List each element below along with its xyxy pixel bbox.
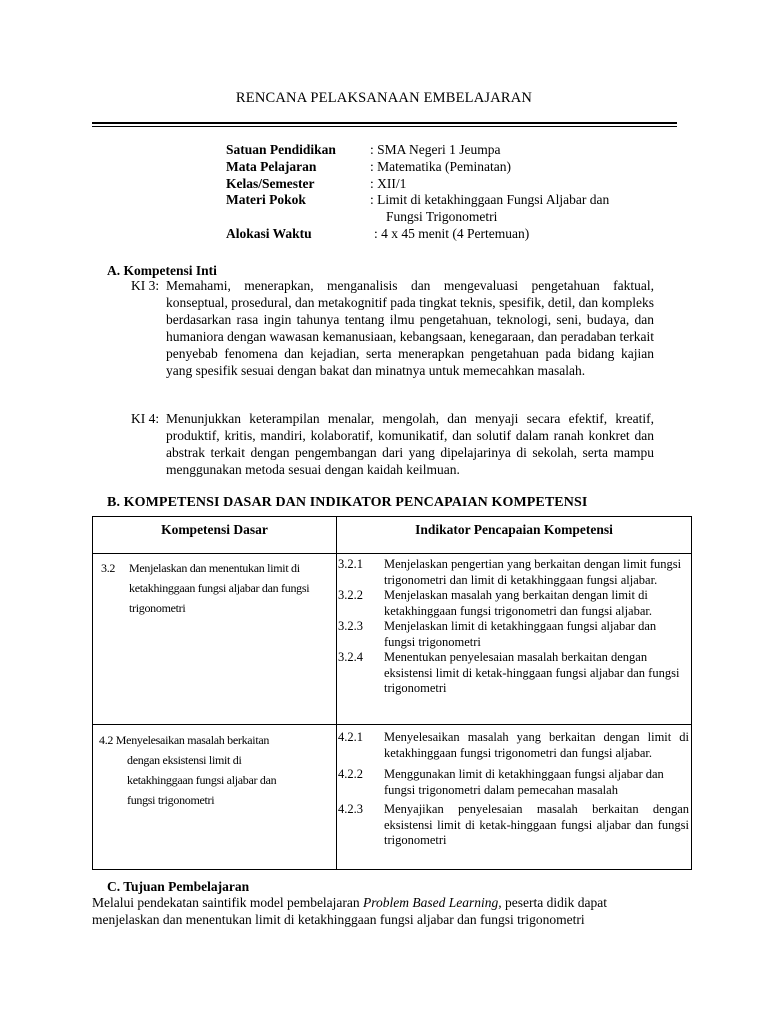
indicator-text: Menyelesaikan masalah yang berkaitan dengan limit di ketakhinggaan fungsi trigonometri dan fungsi aljabar.: [384, 730, 689, 760]
list-item: [338, 588, 689, 619]
table-row: [93, 725, 692, 870]
satuan-value: : SMA Negeri 1 Jeumpa: [370, 142, 501, 157]
alokasi-value: : 4 x 45 menit (4 Pertemuan): [374, 226, 530, 241]
alokasi-label: Alokasi Waktu: [226, 226, 312, 241]
indicator-number: 4.2.1: [338, 730, 363, 744]
kd-3-2-line2: ketakhinggaan fungsi aljabar dan fungsi: [129, 581, 310, 595]
kd-3-2-line3: trigonometri: [129, 601, 186, 615]
kd-4-2-line3: ketakhinggaan fungsi aljabar dan: [127, 773, 277, 787]
indicator-number: 3.2.2: [338, 588, 363, 602]
indicator-text: Menjelaskan masalah yang berkaitan dengan limit di ketakhinggaan fungsi trigonometri dan fungsi aljabar.: [384, 588, 652, 618]
indicator-number: 3.2.1: [338, 557, 363, 571]
model-name: Problem Based Learning,: [363, 895, 502, 910]
indicator-number: 4.2.2: [338, 767, 363, 781]
ki4-label: KI 4:: [131, 411, 160, 426]
list-item: [338, 802, 689, 849]
table-header-row: [93, 517, 692, 554]
ki3-label: KI 3:: [131, 278, 160, 293]
indicator-number: 3.2.4: [338, 650, 363, 664]
ki3-text: Memahami, menerapkan, menganalisis dan mengevaluasi pengetahuan faktual, konseptual, prosedural, dan metakognitif pada tingkat teknis, spesifik, detil, dan kompleks berdasarkan rasa ingin tahunya tentang ilmu pengetahuan, teknologi, seni, budaya, dan humaniora dengan wawasan kemanusiaan, kebangsaan, kenegaraan, dan peradaban terkait penyebab fenomena dan kejadian, serta menerapkan pengetahuan pada bidang kajian yang spesifik sesuai dengan bakat dan minatnya untuk memecahkan masalah.: [166, 278, 654, 378]
materi-value: : Limit di ketakhinggaan Fungsi Aljabar dan: [370, 192, 610, 207]
ki4-text: Menunjukkan keterampilan menalar, mengolah, dan menyaji secara efektif, kreatif, produktif, kritis, mandiri, kolaboratif, komunikatif, dan solutif dalam ranah konkret dan abstrak terkait dengan pengembangan dari yang dipelajarinya di sekolah, serta mampu menggunakan metoda sesuai dengan kaidah keilmuan.: [166, 411, 654, 477]
tujuan-text-end: peserta didik dapat: [501, 895, 607, 910]
kd-indikator-table: [92, 516, 692, 870]
title-divider: [92, 122, 677, 124]
kd-3-2-number: 3.2: [101, 561, 116, 575]
indicator-text: Menjelaskan limit di ketakhinggaan fungsi aljabar dan fungsi trigonometri: [384, 619, 657, 649]
kd-4-2-cell: [93, 725, 337, 870]
indicator-text: Menyajikan penyelesaian masalah berkaitan dengan eksistensi limit di ketak-hinggaan fungsi aljabar dan fungsi trigonometri: [384, 802, 689, 847]
indicators-4-2-cell: [337, 725, 692, 870]
col-header-indikator: Indikator Pencapaian Kompetensi: [337, 517, 692, 554]
list-item: [338, 619, 689, 650]
kelas-label: Kelas/Semester: [226, 176, 315, 191]
tujuan-text-line1: [92, 894, 692, 911]
satuan-label: Satuan Pendidikan: [226, 142, 336, 157]
section-a-heading: A. Kompetensi Inti: [107, 263, 217, 278]
list-item: [338, 730, 689, 761]
section-b-heading: B. KOMPETENSI DASAR DAN INDIKATOR PENCAPAIAN KOMPETENSI: [107, 495, 588, 510]
table-row: [93, 554, 692, 725]
materi-label: Materi Pokok: [226, 192, 306, 207]
indicators-3-2-cell: [337, 554, 692, 725]
list-item: [338, 557, 689, 588]
mapel-value: : Matematika (Peminatan): [370, 159, 511, 174]
mapel-label: Mata Pelajaran: [226, 159, 317, 174]
list-item: [338, 767, 689, 798]
list-item: [338, 650, 689, 697]
tujuan-text-start: Melalui pendekatan saintifik model pembelajaran: [92, 895, 364, 910]
document-title: RENCANA PELAKSANAAN EMBELAJARAN: [235, 90, 533, 106]
section-c-heading: C. Tujuan Pembelajaran: [107, 879, 250, 894]
col-header-kompetensi-dasar: Kompetensi Dasar: [93, 517, 337, 554]
kd-3-2-cell: [93, 554, 337, 725]
materi-value-cont: Fungsi Trigonometri: [386, 209, 498, 224]
indicator-text: Menjelaskan pengertian yang berkaitan dengan limit fungsi trigonometri dan limit di ketakhinggaan fungsi aljabar.: [384, 557, 682, 587]
tujuan-text-line2: menjelaskan dan menentukan limit di ketakhinggaan fungsi aljabar dan fungsi trigonometri: [92, 912, 585, 927]
kd-4-2-line1: 4.2 Menyelesaikan masalah berkaitan: [99, 733, 270, 747]
indicator-text: Menggunakan limit di ketakhinggaan fungsi aljabar dan fungsi trigonometri dalam pemecahan masalah: [384, 767, 664, 797]
title-divider-thin: [92, 126, 677, 127]
kd-3-2-line1: Menjelaskan dan menentukan limit di: [129, 561, 300, 575]
kd-4-2-line4: fungsi trigonometri: [127, 793, 215, 807]
indicator-number: 3.2.3: [338, 619, 363, 633]
indicator-number: 4.2.3: [338, 802, 363, 816]
kelas-value: : XII/1: [370, 176, 407, 191]
indicator-text: Menentukan penyelesaian masalah berkaitan dengan eksistensi limit di ketak-hinggaan fungsi aljabar dan fungsi trigonometri: [384, 650, 680, 695]
kd-4-2-line2: dengan eksistensi limit di: [127, 753, 242, 767]
